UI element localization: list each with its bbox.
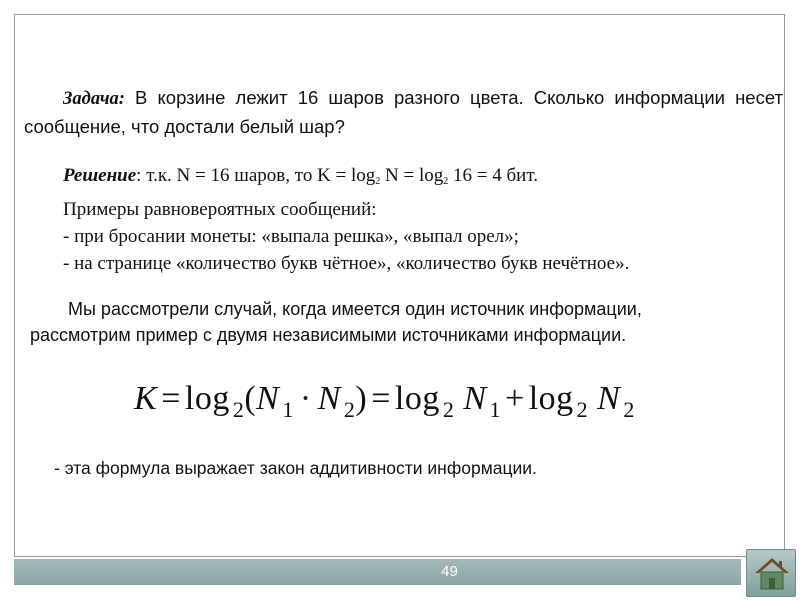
example-coin: - при бросании монеты: «выпала решка», «выпал орел»; [63,226,519,247]
home-button[interactable] [746,549,796,597]
consider-paragraph [30,296,642,348]
formula-eq: = [161,380,181,417]
page-number: 49 [441,563,458,580]
formula-log-2: log [394,380,440,417]
task-label: Задача: [63,89,125,109]
formula-base-2: 2 [442,397,455,422]
formula-n1-b-sub: 1 [489,397,502,422]
task-paragraph [24,84,783,140]
formula-n1: N [256,380,280,417]
consider-line-2: рассмотрим пример с двумя независимыми источниками информации. [30,325,627,345]
additivity-note: - эта формула выражает закон аддитивности информации. [54,458,537,478]
formula-n1-b: N [463,380,487,417]
solution-text-2: N = log [380,165,444,186]
formula-n2: N [317,380,341,417]
formula-dot: · [299,380,312,417]
formula-k: K [134,380,158,417]
formula-base-3: 2 [576,397,589,422]
footer-bar [14,559,741,585]
additivity-formula [134,374,635,435]
solution-label: Решение [63,165,137,186]
formula-open-paren: ( [244,380,257,417]
solution-line [63,162,538,195]
formula-log-3: log [528,380,574,417]
formula-n2-b: N [597,380,621,417]
formula-eq-2: = [371,380,391,417]
formula-log-1: log [184,380,230,417]
home-icon [753,555,791,593]
formula-n1-sub: 1 [282,397,294,422]
example-page: - на странице «количество букв чётное», «количество букв нечётное». [63,253,630,274]
formula-plus: + [505,380,525,417]
formula-n2-b-sub: 2 [623,397,635,422]
solution-sub-2: 2 [443,176,449,187]
examples-heading: Примеры равновероятных сообщений: [63,199,377,220]
solution-text-3: 16 = 4 бит. [448,165,538,186]
formula-n2-sub: 2 [343,397,356,422]
examples-block [63,196,629,277]
solution-sub-1: 2 [375,176,381,187]
solution-text-1: : т.к. N = 16 шаров, то K = log [136,165,376,186]
formula-close-paren: ) [355,380,368,417]
formula-base-1: 2 [232,397,245,422]
consider-line-1: Мы рассмотрели случай, когда имеется один источник информации, [68,299,642,319]
task-text: В корзине лежит 16 шаров разного цвета. Сколько информации несет сообщение, что достали белый шар? [24,87,783,137]
